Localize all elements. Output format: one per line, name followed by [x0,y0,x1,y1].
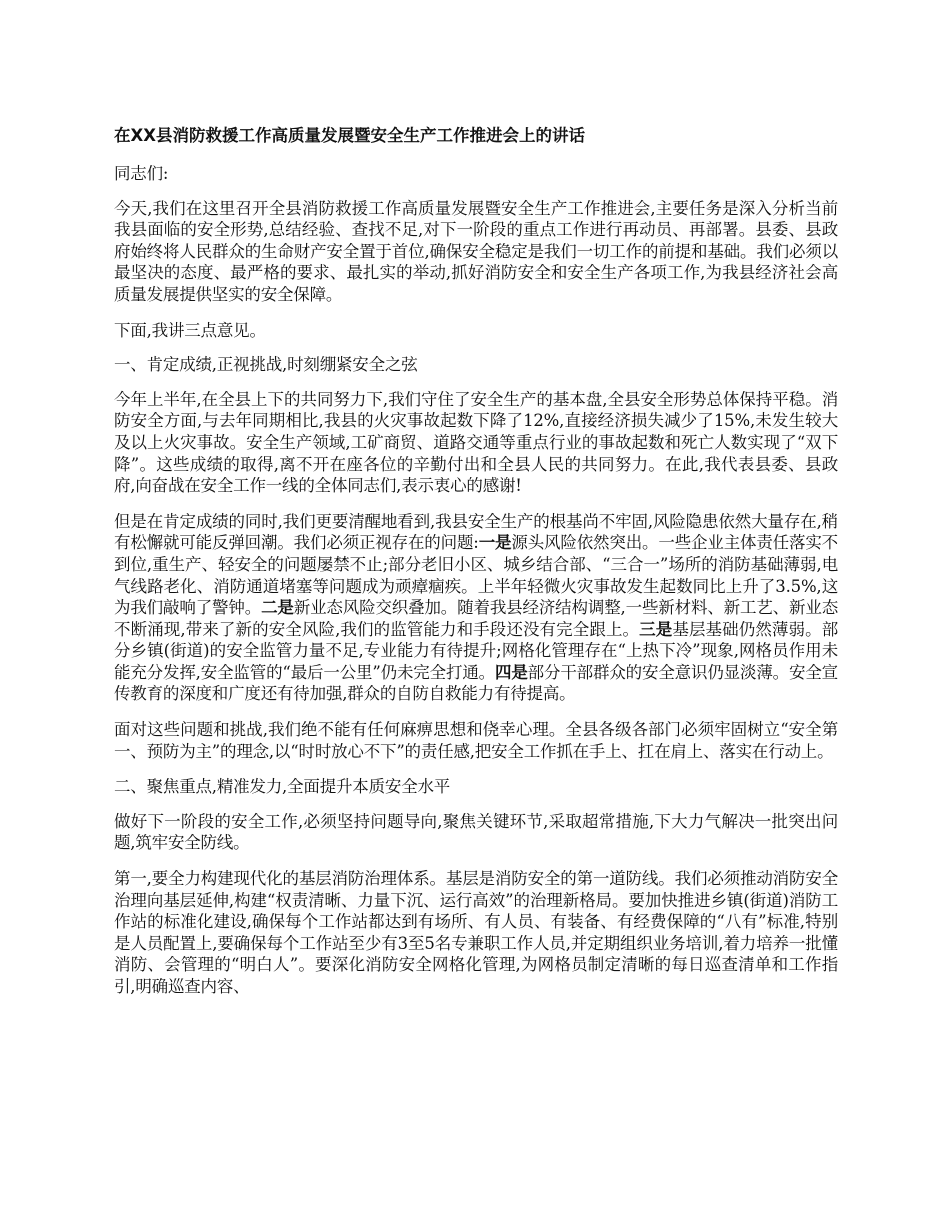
paragraph-resolve: 面对这些问题和挑战,我们绝不能有任何麻痹思想和侥幸心理。全县各级各部门必须牢固树立“安全第一、预防为主”的理念,以“时时放心不下”的责任感,把安全工作抓在手上、扛在肩上、落实在行动上。 [114,720,838,761]
problem-label-2: 二是 [261,598,294,618]
problem-label-4: 四是 [494,662,528,682]
paragraph-achievements: 今年上半年,在全县上下的共同努力下,我们守住了安全生产的基本盘,全县安全形势总体保持平稳。消防安全方面,与去年同期相比,我县的火灾事故起数下降了12%,直接经济损失减少了15%,未发生较大及以上火灾事故。安全生产领域,工矿商贸、道路交通等重点行业的事故起数和死亡人数实现了“双下降”。这些成绩的取得,离不开在座各位的辛勤付出和全县人民的共同努力。在此,我代表县委、县政府,向奋战在安全工作一线的全体同志们,表示衷心的感谢! [114,389,838,496]
paragraph-problems [114,511,838,705]
problem-text-4: 部分干部群众的安全意识仍显淡薄。安全宣传教育的深度和广度还有待加强,群众的自防自救能力有待提高。 [114,662,838,704]
problem-text-2: 新业态风险交织叠加。随着我县经济结构调整,一些新材料、新工艺、新业态不断涌现,带来了新的安全风险,我们的监管能力和手段还没有完全跟上。 [114,598,838,639]
problem-label-3: 三是 [639,619,673,639]
document-page [114,124,838,1012]
section-heading-1: 一、肯定成绩,正视挑战,时刻绷紧安全之弦 [114,355,418,375]
problem-text-1: 源头风险依然突出。一些企业主体责任落实不到位,重生产、轻安全的问题屡禁不止;部分老旧小区、城乡结合部、“三合一”场所的消防基础薄弱,电气线路老化、消防通道堵塞等问题成为顽瘴痼疾。上半年轻微火灾事故发生起数同比上升了3.5%,这为我们敲响了警钟。 [114,533,838,618]
problems-intro: 但是在肯定成绩的同时,我们更要清醒地看到,我县安全生产的根基尚不牢固,风险隐患依然大量存在,稍有松懈就可能反弹回潮。我们必须正视存在的问题: [114,511,838,553]
salutation: 同志们: [114,164,169,183]
paragraph-next-stage: 做好下一阶段的安全工作,必须坚持问题导向,聚焦关键环节,采取超常措施,下大力气解决一批突出问题,筑牢安全防线。 [114,811,838,853]
paragraph-opening: 今天,我们在这里召开全县消防救援工作高质量发展暨安全生产工作推进会,主要任务是深入分析当前我县面临的安全形势,总结经验、查找不足,对下一阶段的重点工作进行再动员、再部署。县委、县政府始终将人民群众的生命财产安全置于首位,确保安全稳定是我们一切工作的前提和基础。我们必须以最坚决的态度、最严格的要求、最扎实的举动,抓好消防安全和安全生产各项工作,为我县经济社会高质量发展提供坚实的安全保障。 [114,198,838,304]
paragraph-first-measure: 第一,要全力构建现代化的基层消防治理体系。基层是消防安全的第一道防线。我们必须推动消防安全治理向基层延伸,构建“权责清晰、力量下沉、运行高效”的治理新格局。要加快推进乡镇(街道)消防工作站的标准化建设,确保每个工作站都达到有场所、有人员、有装备、有经费保障的“八有”标准,特别是人员配置上,要确保每个工作站至少有3至5名专兼职工作人员,并定期组织业务培训,着力培养一批懂消防、会管理的“明白人”。要深化消防安全网格化管理,为网格员制定清晰的每日巡查清单和工作指引,明确巡查内容、 [114,869,838,996]
problem-label-1: 一是 [478,533,512,553]
problem-text-3: 基层基础仍然薄弱。部分乡镇(街道)的安全监管力量不足,专业能力有待提升;网格化管理存在“上热下冷”现象,网格员作用未能充分发挥,安全监管的“最后一公里”仍未完全打通。 [114,619,839,682]
paragraph-three-points: 下面,我讲三点意见。 [114,320,266,340]
section-heading-2: 二、聚焦重点,精准发力,全面提升本质安全水平 [114,777,451,797]
document-title: 在XX县消防救援工作高质量发展暨安全生产工作推进会上的讲话 [114,126,585,145]
